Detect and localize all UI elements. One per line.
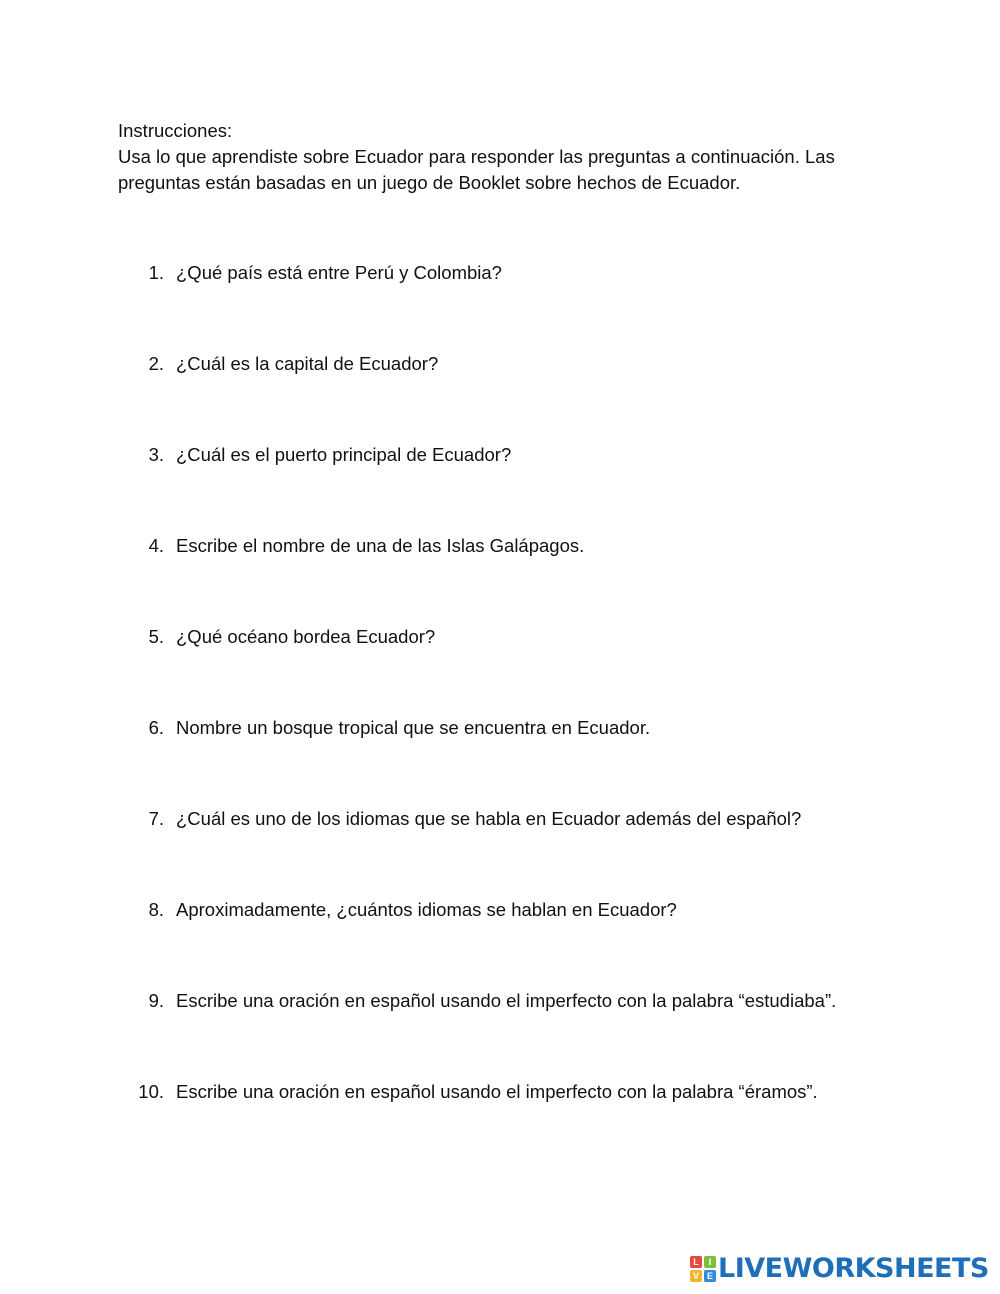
question-text: Aproximadamente, ¿cuántos idiomas se hablan en Ecuador? <box>176 899 677 920</box>
instructions-line-2: preguntas están basadas en un juego de Booklet sobre hechos de Ecuador. <box>118 172 741 193</box>
question-text: ¿Cuál es la capital de Ecuador? <box>176 353 439 374</box>
question-number: 2. <box>148 353 164 374</box>
logo-letter-v: V <box>690 1270 702 1282</box>
question-number: 9. <box>148 990 164 1011</box>
question-text: Escribe una oración en español usando el imperfecto con la palabra “éramos”. <box>176 1081 818 1102</box>
liveworksheets-brand[interactable] <box>690 1253 989 1285</box>
question-number: 3. <box>148 444 164 465</box>
logo-letter-l: L <box>690 1256 702 1268</box>
question-number: 5. <box>148 626 164 647</box>
question-text: ¿Qué océano bordea Ecuador? <box>176 626 436 647</box>
question-number: 10. <box>138 1081 164 1102</box>
logo-letter-e: E <box>704 1270 716 1282</box>
question-number: 1. <box>148 262 164 283</box>
question-text: ¿Cuál es el puerto principal de Ecuador? <box>176 444 512 465</box>
logo-letter-i: I <box>704 1256 716 1268</box>
instructions-line-1: Usa lo que aprendiste sobre Ecuador para responder las preguntas a continuación. Las <box>118 146 835 167</box>
liveworksheets-logo-icon <box>690 1256 716 1282</box>
instructions-heading: Instrucciones: <box>118 120 233 141</box>
question-number: 4. <box>148 535 164 556</box>
question-number: 6. <box>148 717 164 738</box>
question-text: ¿Cuál es uno de los idiomas que se habla en Ecuador además del español? <box>176 808 802 829</box>
brand-name: LIVEWORKSHEETS <box>718 1253 989 1284</box>
question-number: 7. <box>148 808 164 829</box>
question-text: Escribe una oración en español usando el imperfecto con la palabra “estudiaba”. <box>176 990 837 1011</box>
question-text: Escribe el nombre de una de las Islas Galápagos. <box>176 535 585 556</box>
question-text: ¿Qué país está entre Perú y Colombia? <box>176 262 502 283</box>
question-text: Nombre un bosque tropical que se encuentra en Ecuador. <box>176 717 651 738</box>
question-number: 8. <box>148 899 164 920</box>
